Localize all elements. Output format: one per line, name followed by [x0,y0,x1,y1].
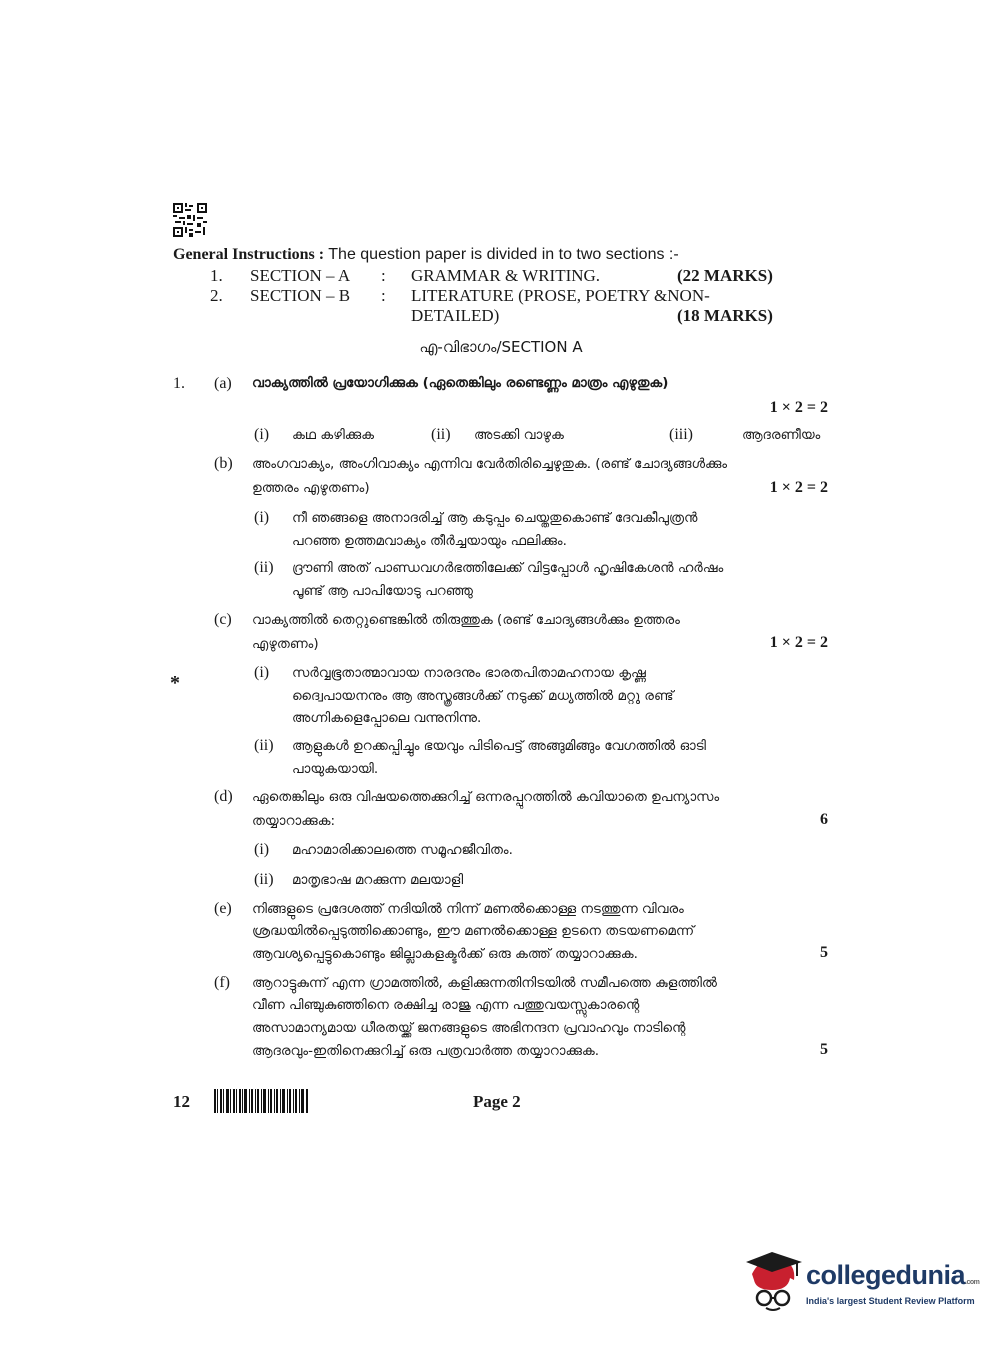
q-b-label: (b) [214,455,233,472]
q-d-ii-text: മാതൃഭാഷ മറക്കുന്ന മലയാളി [292,872,464,888]
q-d-i-text: മഹാമാരിക്കാലത്തെ സമൂഹജീവിതം. [292,842,513,858]
q-d-line1: ഏതെങ്കിലും ഒരു വിഷയത്തെക്കുറിച്ച് ഒന്നരപ്പുറത്തിൽ കവിയാതെ ഉപന്യാസം [252,789,720,805]
q-d-label: (d) [214,788,233,805]
q-b-ii-label: (ii) [254,559,274,576]
general-instructions [173,246,679,264]
q-e-marks: 5 [820,944,828,961]
section-a-sep: : [381,266,386,285]
q-d-i-label: (i) [254,841,270,858]
q-c-i-line3: അഗ്നികളെപ്പോലെ വന്നുനിന്നു. [292,710,482,726]
section-b-title: LITERATURE (PROSE, POETRY &NON- [411,286,710,305]
q-f-line1: ആറാട്ടുകുന്ന് എന്ന ഗ്രാമത്തിൽ, കളിക്കുന്നതിനിടയിൽ സമീപത്തെ കുളത്തിൽ [252,975,717,991]
instructions-label: General Instructions : [173,246,325,263]
logo-tagline: India's largest Student Review Platform [806,1296,975,1306]
logo-name: collegedunia [806,1260,966,1290]
question-number: 1. [173,375,185,392]
q-c-line2: എഴുതണം) [252,636,319,652]
q-e-line2: ശ്രദ്ധയിൽപ്പെടുത്തിക്കൊണ്ടും, ഈ മണൽക്കൊള്ള ഉടനെ തടയണമെന്ന് [252,923,695,939]
q-c-marks: 1 × 2 = 2 [769,634,828,651]
q-e-line1: നിങ്ങളുടെ പ്രദേശത്ത് നദിയിൽ നിന്ന് മണൽക്കൊള്ള നടത്തുന്ന വിവരം [252,901,684,917]
q-a-text: വാക്യത്തിൽ പ്രയോഗിക്കുക (ഏതെങ്കിലും രണ്ടെണ്ണം മാത്രം എഴുതുക) [252,375,669,391]
q-c-label: (c) [214,611,232,628]
q-c-line1: വാക്യത്തിൽ തെറ്റുണ്ടെങ്കിൽ തിരുത്തുക (രണ്ട് ചോദ്യങ്ങൾക്കും ഉത്തരം [252,612,680,628]
qr-code-icon [173,203,207,237]
q-a-opt1-text: കഥ കഴിക്കുക [292,427,375,443]
q-b-ii-line1: ദ്രൗണി അത് പാണ്ഡവഗർഭത്തിലേക്ക് വിട്ടപ്പോൾ ഹൃഷികേശൻ ഹർഷം [292,560,724,576]
q-c-ii-line1: ആളുകൾ ഉറക്കപ്പിച്ചും ഭയവും പിടിപെട്ട് അങ്ങുമിങ്ങും വേഗത്തിൽ ഓടി [292,738,706,754]
q-f-line3: അസാമാന്യമായ ധീരതയ്ക്ക് ജനങ്ങളുടെ അഭിനന്ദന പ്രവാഹവും നാടിന്റെ [252,1020,686,1036]
q-d-line2: തയ്യാറാക്കുക: [252,813,336,829]
section-b-marks: (18 MARKS) [677,306,773,325]
q-a-opt3-text: ആദരണീയം [742,427,821,443]
q-e-line3: ആവശ്യപ്പെട്ടുകൊണ്ടും ജില്ലാകളക്ടർക്ക് ഒരു കത്ത് തയ്യാറാക്കുക. [252,946,638,962]
q-b-i-line2: പറഞ്ഞ ഉത്തമവാക്യം തീർച്ചയായും ഫലിക്കും. [292,533,567,549]
q-a-label: (a) [214,375,232,392]
section-b-num: 2. [210,286,223,305]
q-b-line1: അംഗവാക്യം, അംഗിവാക്യം എന്നിവ വേർതിരിച്ചെഴുതുക. (രണ്ട് ചോദ്യങ്ങൾക്കും [252,456,728,472]
q-b-i-line1: നീ ഞങ്ങളെ അനാദരിച്ച് ആ കടുപ്പം ചെയ്തതുകൊണ്ട് ദേവകീപുത്രൻ [292,510,698,526]
q-f-line2: വീണ പിഞ്ചുകുഞ്ഞിനെ രക്ഷിച്ച രാജു എന്ന പത്തുവയസ്സുകാരന്റെ [252,997,640,1013]
q-f-marks: 5 [820,1041,828,1058]
q-a-opt2-label: (ii) [431,426,451,443]
section-a-marks: (22 MARKS) [677,266,773,285]
q-a-opt2-text: അടക്കി വാഴുക [474,427,564,443]
paper-code: 12 [173,1092,190,1111]
q-c-ii-line2: പായുകയായി. [292,761,379,777]
q-c-i-label: (i) [254,664,270,681]
q-b-marks: 1 × 2 = 2 [769,479,828,496]
collegedunia-logo [742,1250,980,1316]
section-a-num: 1. [210,266,223,285]
section-a-name: SECTION – A [250,266,351,285]
logo-suffix: .com [965,1279,980,1286]
q-e-label: (e) [214,900,232,917]
student-mascot-icon [742,1250,804,1316]
section-b-name: SECTION – B [250,286,351,305]
q-c-ii-label: (ii) [254,737,274,754]
q-f-line4: ആദരവും-ഇതിനെക്കുറിച്ച് ഒരു പത്രവാർത്ത തയ്യാറാക്കുക. [252,1043,600,1059]
q-a-opt3-label: (iii) [669,426,693,443]
q-f-label: (f) [214,974,230,991]
q-c-i-line2: ദ്വൈപായനനും ആ അസ്ത്രങ്ങൾക്ക് നടുക്ക് മധ്യത്തിൽ മറ്റു രണ്ട് [292,688,674,704]
section-heading: എ-വിഭാഗം/SECTION A [419,338,583,356]
section-b-sep: : [381,286,386,305]
q-a-opt1-label: (i) [254,426,270,443]
star-mark: * [170,672,180,694]
q-a-marks: 1 × 2 = 2 [769,399,828,416]
q-b-line2: ഉത്തരം എഴുതണം) [252,480,370,496]
section-a-title: GRAMMAR & WRITING. [411,266,601,285]
page-number: Page 2 [473,1092,521,1111]
section-b-title-cont: DETAILED) [411,306,500,325]
q-d-ii-label: (ii) [254,871,274,888]
q-b-ii-line2: പൂണ്ട് ആ പാപിയോടു പറഞ്ഞു [292,583,473,599]
q-d-marks: 6 [820,811,828,828]
q-b-i-label: (i) [254,509,270,526]
barcode-icon [214,1089,308,1113]
instructions-text: The question paper is divided in to two sections :- [328,246,679,263]
q-c-i-line1: സർവ്വഭൂതാത്മാവായ നാരദനും ഭാരതപിതാമഹനായ കൃഷ്ണ [292,665,646,681]
